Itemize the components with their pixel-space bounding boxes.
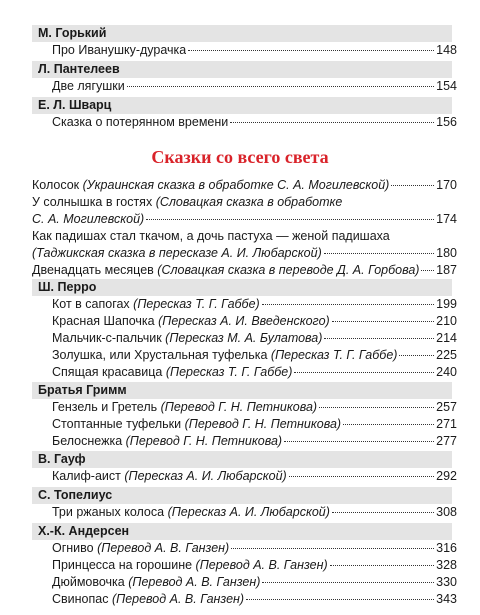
entry-title: Красная Шапочка <box>52 314 155 328</box>
entry-note: (Перевод А. В. Ганзен) <box>97 541 230 555</box>
dot-leader <box>324 338 434 339</box>
toc-entry[interactable] <box>52 574 457 591</box>
toc-entry[interactable] <box>52 296 457 313</box>
page-number: 187 <box>436 263 457 277</box>
toc-entry[interactable] <box>52 42 457 59</box>
entry-title: Колосок <box>32 178 80 192</box>
dot-leader <box>330 565 434 566</box>
page-number: 199 <box>436 297 457 311</box>
dot-leader <box>399 355 434 356</box>
entry-title: Огниво <box>52 541 94 555</box>
toc-entry[interactable] <box>52 313 457 330</box>
author-heading: Х.-К. Андерсен <box>32 523 452 540</box>
entry-title: Кот в сапогах <box>52 297 130 311</box>
entry-title: Калиф-аист <box>52 469 121 483</box>
entry-note: (Перевод Г. Н. Петникова) <box>184 417 342 431</box>
entry-title: Про Иванушку-дурачка <box>52 43 187 57</box>
entry-title: Двенадцать месяцев <box>32 263 154 277</box>
entry-note: (Словацкая сказка в обработке <box>155 195 343 209</box>
entry-note: (Перевод Г. Н. Петникова) <box>125 434 283 448</box>
page-number: 214 <box>436 331 457 345</box>
page-number: 240 <box>436 365 457 379</box>
page-number: 292 <box>436 469 457 483</box>
toc-entry[interactable] <box>52 504 457 521</box>
entry-title: Как падишах стал ткачом, а дочь пастуха — женой падишаха <box>32 229 390 243</box>
page-number: 277 <box>436 434 457 448</box>
dot-leader <box>146 219 434 220</box>
entry-note: (Пересказ Т. Г. Габбе) <box>165 365 293 379</box>
entry-title: Спящая красавица <box>52 365 163 379</box>
page-number: 174 <box>436 212 457 226</box>
entry-note: (Пересказ М. А. Булатова) <box>165 331 323 345</box>
entry-note: (Пересказ Т. Г. Габбе) <box>133 297 260 311</box>
entry-title: Белоснежка <box>52 434 123 448</box>
section-title: Сказки со всего света <box>151 147 329 167</box>
entry-note-continued: (Таджикская сказка в пересказе А. И. Любарской) <box>32 246 322 260</box>
dot-leader <box>332 321 434 322</box>
entry-note: (Пересказ А. И. Введенского) <box>158 314 330 328</box>
entry-note: (Перевод А. В. Ганзен) <box>111 592 245 606</box>
entry-title: Мальчик-с-пальчик <box>52 331 162 345</box>
dot-leader <box>188 50 434 51</box>
toc-entry[interactable] <box>52 114 457 131</box>
entry-note: (Перевод А. В. Ганзен) <box>195 558 328 572</box>
dot-leader <box>246 599 434 600</box>
author-heading: В. Гауф <box>32 451 452 468</box>
entry-title: Две лягушки <box>52 79 125 93</box>
toc-entry[interactable] <box>32 194 457 228</box>
entry-title: У солнышка в гостях <box>32 195 153 209</box>
page-number: 148 <box>436 43 457 57</box>
toc-entry[interactable] <box>52 540 457 557</box>
entry-note: (Словацкая сказка в переводе Д. А. Горбова) <box>157 263 420 277</box>
toc-entry[interactable] <box>32 228 457 262</box>
page-number: 271 <box>436 417 457 431</box>
dot-leader <box>231 548 434 549</box>
page-number: 343 <box>436 592 457 606</box>
page-number: 316 <box>436 541 457 555</box>
author-heading: Л. Пантелеев <box>32 61 452 78</box>
page-number: 170 <box>436 178 457 192</box>
page-number: 180 <box>436 246 457 260</box>
toc-entry[interactable] <box>52 330 457 347</box>
toc-entry[interactable] <box>52 399 457 416</box>
page-number: 210 <box>436 314 457 328</box>
toc-entry[interactable] <box>52 364 457 381</box>
entry-note: (Перевод Г. Н. Петникова) <box>160 400 318 414</box>
entry-title: Гензель и Гретель <box>52 400 158 414</box>
page-number: 328 <box>436 558 457 572</box>
page-number: 225 <box>436 348 457 362</box>
dot-leader <box>391 185 434 186</box>
toc-entry[interactable] <box>52 468 457 485</box>
page-number: 330 <box>436 575 457 589</box>
dot-leader <box>289 476 434 477</box>
entry-note: (Пересказ Т. Г. Габбе) <box>270 348 398 362</box>
dot-leader <box>319 407 434 408</box>
toc-entry[interactable] <box>52 557 457 574</box>
entry-note: (Перевод А. В. Ганзен) <box>128 575 261 589</box>
page-number: 257 <box>436 400 457 414</box>
entry-note: (Украинская сказка в обработке С. А. Могилевской) <box>82 178 390 192</box>
entry-title: Золушка, или Хрустальная туфелька <box>52 348 268 362</box>
toc-entry[interactable] <box>52 347 457 364</box>
entry-title: Свинопас <box>52 592 109 606</box>
entry-title: Принцесса на горошине <box>52 558 193 572</box>
dot-leader <box>262 304 434 305</box>
entry-title: Три ржаных колоса <box>52 505 165 519</box>
toc-entry[interactable] <box>32 177 457 194</box>
author-heading: С. Топелиус <box>32 487 452 504</box>
entry-note-continued: С. А. Могилевской) <box>32 212 145 226</box>
dot-leader <box>421 270 434 271</box>
dot-leader <box>294 372 434 373</box>
page-number: 154 <box>436 79 457 93</box>
entry-note: (Пересказ А. И. Любарской) <box>124 469 287 483</box>
page-number: 156 <box>436 115 457 129</box>
toc-entry[interactable] <box>52 416 457 433</box>
author-heading: Ш. Перро <box>32 279 452 296</box>
dot-leader <box>127 86 434 87</box>
author-heading: Братья Гримм <box>32 382 452 399</box>
author-heading: Е. Л. Шварц <box>32 97 452 114</box>
dot-leader <box>284 441 434 442</box>
toc-entry[interactable] <box>52 433 457 450</box>
toc-entry[interactable] <box>52 78 457 95</box>
toc-entry[interactable] <box>32 262 457 279</box>
dot-leader <box>230 122 434 123</box>
entry-title: Сказка о потерянном времени <box>52 115 229 129</box>
entry-title: Стоптанные туфельки <box>52 417 182 431</box>
dot-leader <box>343 424 434 425</box>
dot-leader <box>332 512 434 513</box>
entry-title: Дюймовочка <box>52 575 125 589</box>
dot-leader <box>262 582 434 583</box>
page-number: 308 <box>436 505 457 519</box>
author-heading: М. Горький <box>32 25 452 42</box>
entry-note: (Пересказ А. И. Любарской) <box>167 505 330 519</box>
dot-leader <box>324 253 434 254</box>
toc-entry[interactable] <box>52 591 457 608</box>
